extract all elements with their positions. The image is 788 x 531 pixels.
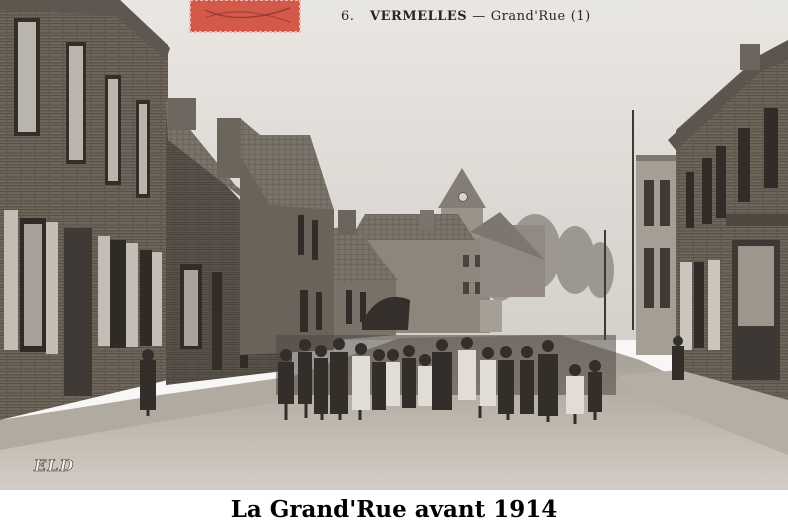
postcard-series: (1) — [570, 9, 591, 24]
postcard-town: VERMELLES — [370, 9, 468, 24]
postcard-number: 6. — [341, 9, 355, 24]
publisher-mark: ELD — [34, 456, 75, 475]
postcard-dash: — — [472, 9, 486, 24]
postcard-street: Grand'Rue — [490, 9, 566, 24]
photo-caption: La Grand'Rue avant 1914 — [230, 496, 558, 523]
postcard-title — [370, 9, 591, 24]
